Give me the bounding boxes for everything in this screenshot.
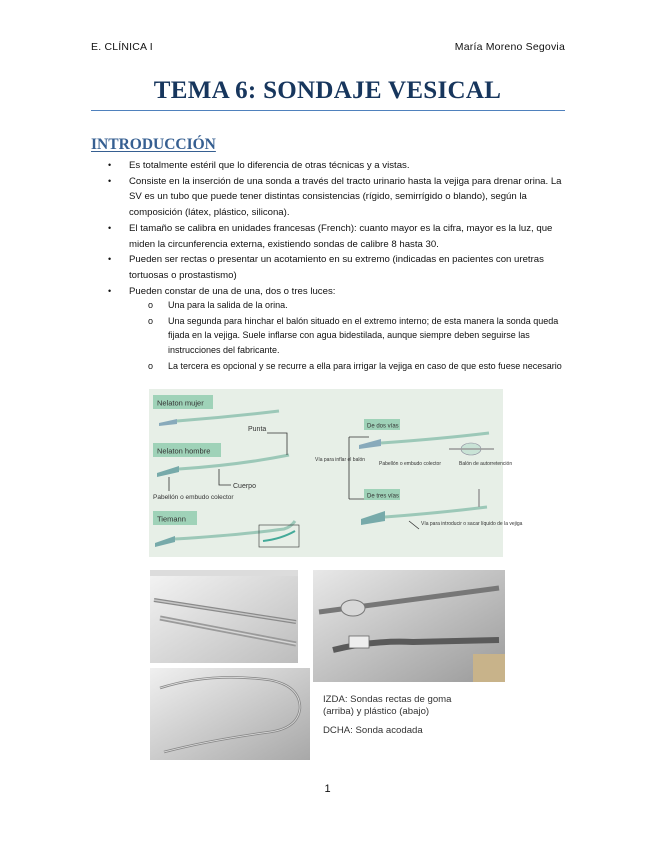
sub-list-item: o La tercera es opcional y se recurre a ella para irrigar la vejiga en caso de que esto fuese necesario xyxy=(148,359,568,373)
label-via-inflar: Vía para inflar el balón xyxy=(315,457,366,463)
bullet-icon: • xyxy=(108,222,112,233)
label-balon: Balón de autorretención xyxy=(459,461,513,467)
caption-left: IZDA: Sondas rectas de goma (arriba) y plástico (abajo) xyxy=(323,694,452,718)
balloon-detail xyxy=(341,600,365,616)
label-pabellon2: Pabellón o embudo colector xyxy=(379,461,441,467)
list-item: • El tamaño se calibra en unidades francesas (French): cuanto mayor es la cifra, mayor es la luz, que miden la circunferencia externa, existiendo sondas de calibre 8 hasta 30. xyxy=(108,222,553,250)
label-nelaton-hombre: Nelaton hombre xyxy=(157,446,211,456)
label-tiemann: Tiemann xyxy=(157,514,186,524)
page-number: 1 xyxy=(324,783,331,795)
label-dos-vias: De dos vías xyxy=(367,423,399,430)
label-punta: Punta xyxy=(248,426,267,433)
photo-angled-catheter xyxy=(313,570,505,682)
caption-right: DCHA: Sonda acodada xyxy=(323,725,423,737)
circle-bullet-icon: o xyxy=(148,300,154,310)
label-tres-vias: De tres vías xyxy=(367,493,400,500)
background-object xyxy=(473,654,505,682)
label-via-irrigar: Vía para introducir o sacar líquido de la vejiga xyxy=(421,521,523,527)
circle-bullet-icon: o xyxy=(148,360,154,371)
header-right: María Moreno Segovia xyxy=(454,41,565,53)
label-nelaton-mujer: Nelaton mujer xyxy=(157,398,204,408)
bullet-list xyxy=(108,158,568,299)
figure-caption xyxy=(323,694,483,738)
sub-bullet-list xyxy=(148,298,568,375)
bullet-icon: • xyxy=(108,254,112,265)
circle-bullet-icon: o xyxy=(148,315,154,326)
section-title: INTRODUCCIÓN xyxy=(91,136,216,153)
bullet-icon: • xyxy=(108,285,112,296)
photo-straight-catheters xyxy=(150,570,298,663)
label-pabellon: Pabellón o embudo colector xyxy=(153,494,234,501)
title-divider xyxy=(91,110,565,111)
catheter-detail xyxy=(349,636,369,648)
list-item: • Consiste en la inserción de una sonda a través del tracto urinario hasta la vejiga para drenar orina. La SV es un tubo que puede tener distintas consistencias (rígido, semirrígido o blando), según la composición (látex, plástico, silicona). xyxy=(108,175,562,219)
sub-list-item: o Una segunda para hinchar el balón situado en el extremo interno; de esta manera la sonda queda fijada en la vejiga. Suele inflarse con agua bidestilada, aunque siempre deben seguirse las instrucciones del fabricante. xyxy=(148,315,559,355)
catheter-types-diagram xyxy=(149,389,523,557)
list-item: • Pueden ser rectas o presentar un acotamiento en su extremo (indicadas en pacientes con uretras tortuosas o prostastismo) xyxy=(108,254,544,281)
label-cuerpo: Cuerpo xyxy=(233,483,256,490)
header-left: E. CLÍNICA I xyxy=(91,41,153,53)
sub-list-item: o Una para la salida de la orina. xyxy=(148,298,568,312)
photo-plastic-catheter xyxy=(150,668,310,760)
bullet-icon: • xyxy=(108,175,112,186)
list-item: • Pueden constar de una de una, dos o tres luces: xyxy=(108,284,568,300)
bullet-icon: • xyxy=(108,160,112,170)
list-item: • Es totalmente estéril que lo diferencia de otras técnicas y a vistas. xyxy=(108,158,568,174)
page-title: TEMA 6: SONDAJE VESICAL xyxy=(153,77,502,104)
